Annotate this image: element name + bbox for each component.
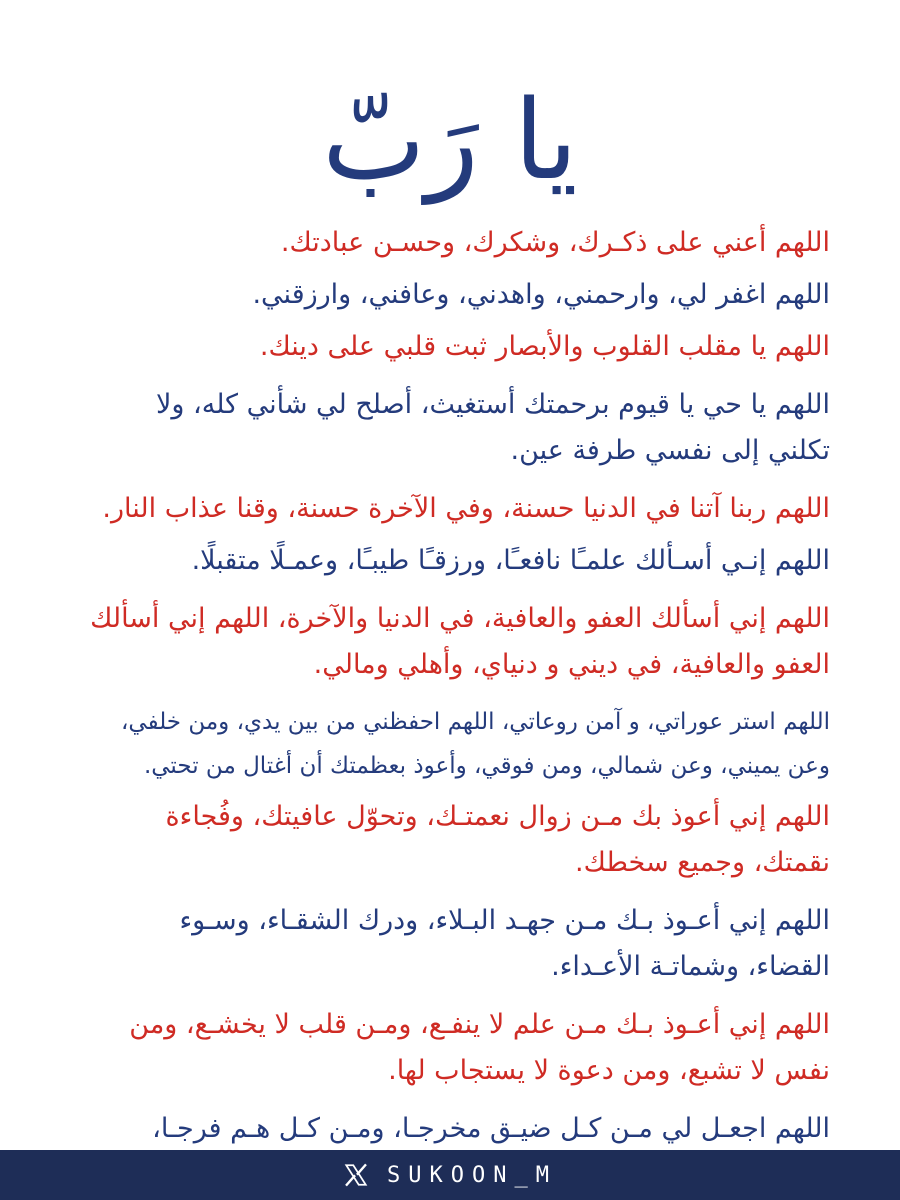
prayer-9: اللهم إني أعوذ بك مـن زوال نعمتـك، وتحوّل عافيتك، وفُجاءة نقمتك، وجميع سخطك.: [165, 801, 830, 878]
account-handle[interactable]: SUKOON_M: [387, 1162, 557, 1188]
prayer-2: اللهم اغفر لي، وارحمني، واهدني، وعافني، وارزقني.: [252, 279, 830, 310]
prayer-10: اللهم إني أعـوذ بـك مـن جهـد البـلاء، ودرك الشقـاء، وسـوء القضاء، وشماتـة الأعـداء.: [179, 905, 830, 982]
prayer-7: اللهم إني أسألك العفو والعافية، في الدنيا والآخرة، اللهم إني أسألك العفو والعافية، في ديني و دنياي، وأهلي ومالي.: [90, 603, 830, 680]
prayer-12: اللهم اجعـل لي مـن كـل ضيـق مخرجـا، ومـن كـل هـم فرجـا،: [152, 1113, 830, 1144]
prayer-11: اللهم إني أعـوذ بـك مـن علم لا ينفـع، ومـن قلب لا يخشـع، ومن نفس لا تشبع، ومن دعوة لا يستجاب لها.: [129, 1009, 830, 1086]
prayer-1: اللهم أعني على ذكـرك، وشكرك، وحسـن عبادتك.: [280, 227, 830, 258]
page-title: يا رَبّ: [322, 76, 578, 204]
prayer-4: اللهم يا حي يا قيوم برحمتك أستغيث، أصلح لي شأني كله، ولا تكلني إلى نفسي طرفة عين.: [156, 389, 830, 466]
prayer-3: اللهم يا مقلب القلوب والأبصار ثبت قلبي على دينك.: [259, 331, 830, 362]
prayer-6: اللهم إنـي أسـألك علمـًا نافعـًا، ورزقـًا طيبـًا، وعمـلًا متقبلًا.: [191, 545, 830, 576]
prayer-8: اللهم استر عوراتي، و آمن روعاتي، اللهم احفظني من بين يدي، ومن خلفي، وعن يميني، وعن شمالي، ومن فوقي، وأعوذ بعظمتك أن أغتال من تحتي.: [120, 709, 830, 779]
x-logo-icon[interactable]: [343, 1162, 369, 1188]
prayer-5: اللهم ربنا آتنا في الدنيا حسنة، وفي الآخرة حسنة، وقنا عذاب النار.: [102, 493, 830, 524]
prayer-list: [70, 220, 830, 1198]
footer-bar: [0, 1150, 900, 1200]
